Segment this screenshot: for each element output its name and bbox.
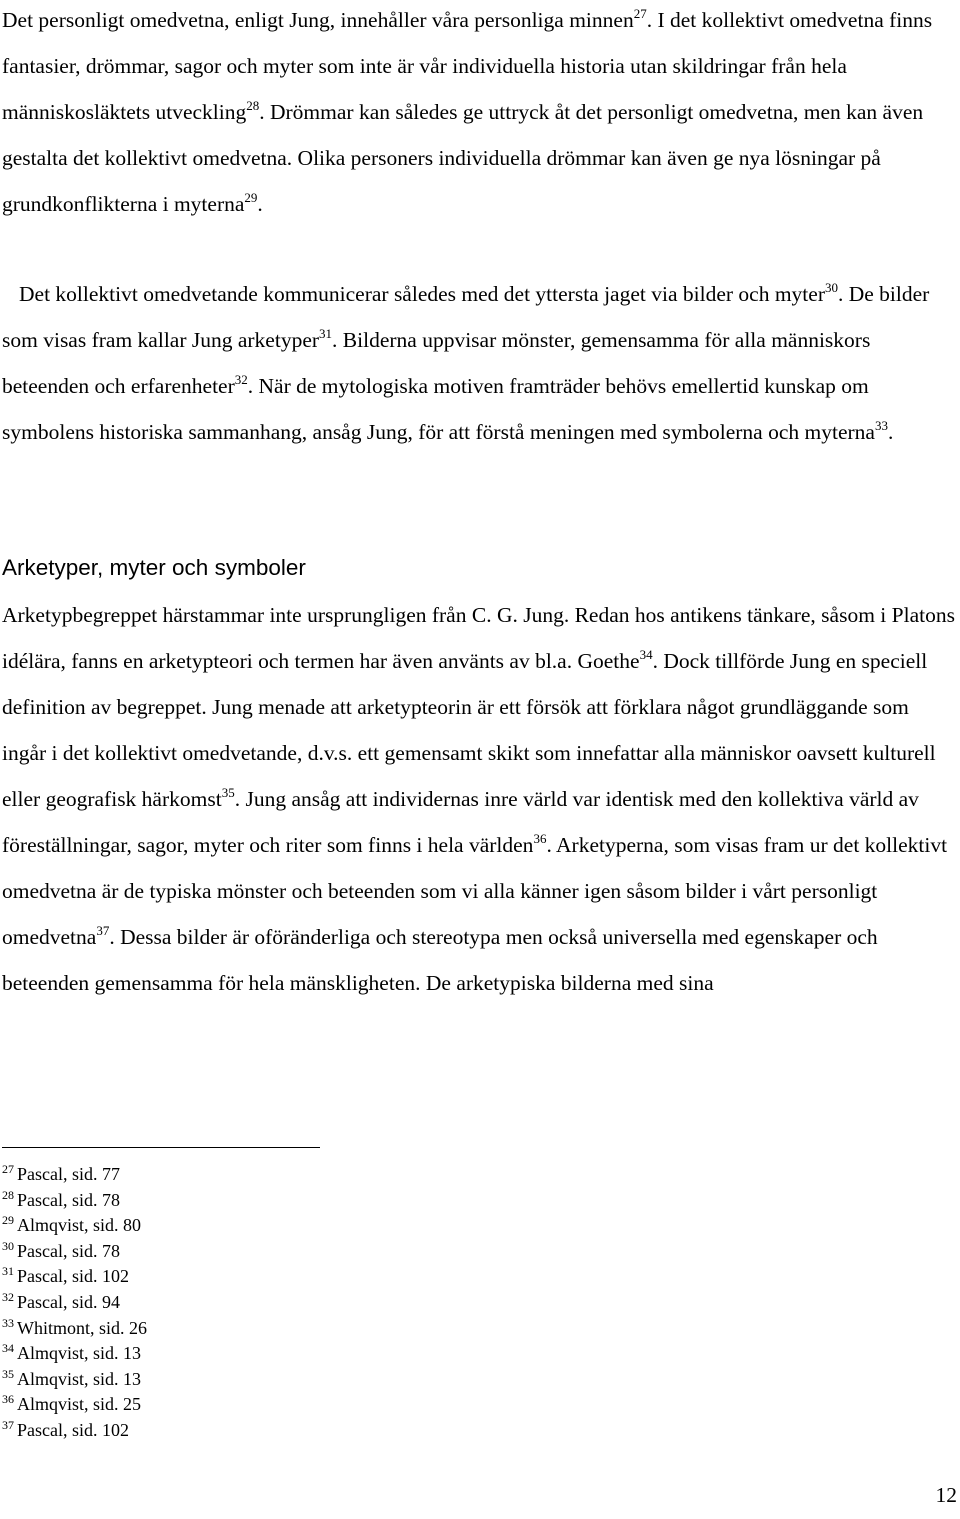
footnote-item bbox=[2, 1418, 147, 1444]
page-number: 12 bbox=[935, 1483, 957, 1507]
footnote-number: 27 bbox=[2, 1162, 14, 1176]
footnote-item bbox=[2, 1162, 147, 1188]
footnote-text: Pascal, sid. 102 bbox=[17, 1419, 129, 1440]
body-text-segment: . Dessa bilder är oföränderliga och stereotypa men också universella med egenskaper och beteenden gemensamma för hela mänskligheten. De arketypiska bilderna med sina bbox=[2, 925, 878, 995]
body-text-segment: . Dock tillförde Jung en speciell definition av begreppet. Jung menade att arketypteorin är ett försök att förklara något grundläggande som ingår i det kollektivt omedvetande, d.v.s. ett gemensamt skikt som innefattar alla människor oavsett kulturell eller geografisk härkomst bbox=[2, 649, 936, 811]
footnote-text: Pascal, sid. 94 bbox=[17, 1291, 120, 1312]
footnote-number: 36 bbox=[2, 1392, 14, 1407]
footnote-reference[interactable]: 31 bbox=[319, 326, 333, 341]
footnote-item bbox=[2, 1188, 147, 1214]
footnote-text: Pascal, sid. 102 bbox=[17, 1266, 129, 1287]
footnote-item bbox=[2, 1392, 147, 1418]
footnote-item bbox=[2, 1316, 147, 1342]
body-text-segment: . Bilderna uppvisar mönster, gemensamma för alla människors beteenden och erfarenheter bbox=[2, 328, 871, 398]
footnote-number: 35 bbox=[2, 1366, 14, 1381]
footnote-reference[interactable]: 34 bbox=[639, 647, 653, 662]
body-paragraph-2 bbox=[2, 271, 957, 455]
footnote-text: Almqvist, sid. 13 bbox=[17, 1368, 142, 1389]
footnote-item bbox=[2, 1213, 147, 1239]
body-text-segment: . Drömmar kan således ge uttryck åt det personligt omedvetna, men kan även gestalta det kollektivt omedvetna. Olika personers individuella drömmar kan även ge nya lösningar på grundkonflikterna i myterna bbox=[2, 100, 924, 216]
footnote-text: Pascal, sid. 78 bbox=[17, 1189, 120, 1210]
footnote-reference[interactable]: 30 bbox=[824, 280, 838, 295]
footnote-reference[interactable]: 36 bbox=[533, 831, 547, 846]
footnote-number: 28 bbox=[2, 1187, 14, 1202]
body-text-segment: . De bilder som visas fram kallar Jung arketyper bbox=[2, 282, 930, 352]
footnote-reference[interactable]: 35 bbox=[221, 785, 235, 800]
section-heading: Arketyper, myter och symboler bbox=[2, 555, 306, 580]
footnote-item bbox=[2, 1341, 147, 1367]
body-paragraph-3 bbox=[2, 592, 957, 1006]
footnote-text: Pascal, sid. 78 bbox=[17, 1240, 120, 1261]
footnote-text: Whitmont, sid. 26 bbox=[17, 1317, 147, 1338]
body-text-segment: Arketypbegreppet härstammar inte ursprungligen från C. G. Jung. Redan hos antikens tänkare, såsom i Platons idélära, fanns en arketypteori och termen har även använts av bl.a. Goethe bbox=[2, 603, 955, 673]
body-text-segment: . I det kollektivt omedvetna finns fantasier, drömmar, sagor och myter som inte är vår individuella historia utan skildringar från hela människosläktets utveckling bbox=[2, 8, 933, 124]
footnote-reference[interactable]: 28 bbox=[246, 98, 260, 113]
body-text-segment: . Arketyperna, som visas fram ur det kollektivt omedvetna är de typiska mönster och beteenden som vi alla känner igen såsom bilder i vårt personligt omedvetna bbox=[2, 833, 948, 949]
footnote-separator bbox=[2, 1147, 320, 1148]
footnote-list bbox=[2, 1162, 147, 1444]
footnote-item bbox=[2, 1367, 147, 1393]
footnote-text: Almqvist, sid. 80 bbox=[17, 1215, 142, 1236]
footnote-number: 34 bbox=[2, 1341, 14, 1356]
footnote-reference[interactable]: 37 bbox=[96, 923, 110, 938]
footnote-number: 33 bbox=[2, 1315, 14, 1330]
footnote-item bbox=[2, 1264, 147, 1290]
body-text-segment: . Jung ansåg att individernas inre värld var identisk med den kollektiva värld av föreställningar, sagor, myter och riter som finns i hela världen bbox=[2, 787, 919, 857]
body-text-segment: Det personligt omedvetna, enligt Jung, innehåller våra personliga minnen bbox=[2, 8, 634, 32]
body-text-segment: Det kollektivt omedvetande kommunicerar således med det yttersta jaget via bilder och myter bbox=[19, 282, 825, 306]
body-paragraph-1 bbox=[2, 0, 957, 227]
footnote-number: 31 bbox=[2, 1264, 14, 1279]
footnote-number: 32 bbox=[2, 1289, 14, 1304]
body-text-segment: . När de mytologiska motiven framträder behövs emellertid kunskap om symbolens historiska sammanhang, ansåg Jung, för att förstå meningen med symbolerna och myterna bbox=[2, 374, 875, 444]
footnote-reference[interactable]: 29 bbox=[244, 190, 258, 205]
footnote-text: Almqvist, sid. 13 bbox=[17, 1343, 142, 1364]
footnote-reference[interactable]: 27 bbox=[633, 6, 647, 21]
footnote-text: Almqvist, sid. 25 bbox=[17, 1394, 142, 1415]
footnote-number: 37 bbox=[2, 1417, 14, 1432]
footnote-number: 29 bbox=[2, 1213, 14, 1228]
footnote-number: 30 bbox=[2, 1238, 14, 1253]
footnote-item bbox=[2, 1239, 147, 1265]
footnote-item bbox=[2, 1290, 147, 1316]
body-text-segment: . bbox=[887, 420, 894, 444]
footnote-reference[interactable]: 33 bbox=[874, 418, 888, 433]
footnote-reference[interactable]: 32 bbox=[234, 372, 248, 387]
body-text-segment: . bbox=[257, 192, 263, 216]
footnote-text: Pascal, sid. 77 bbox=[17, 1164, 120, 1184]
